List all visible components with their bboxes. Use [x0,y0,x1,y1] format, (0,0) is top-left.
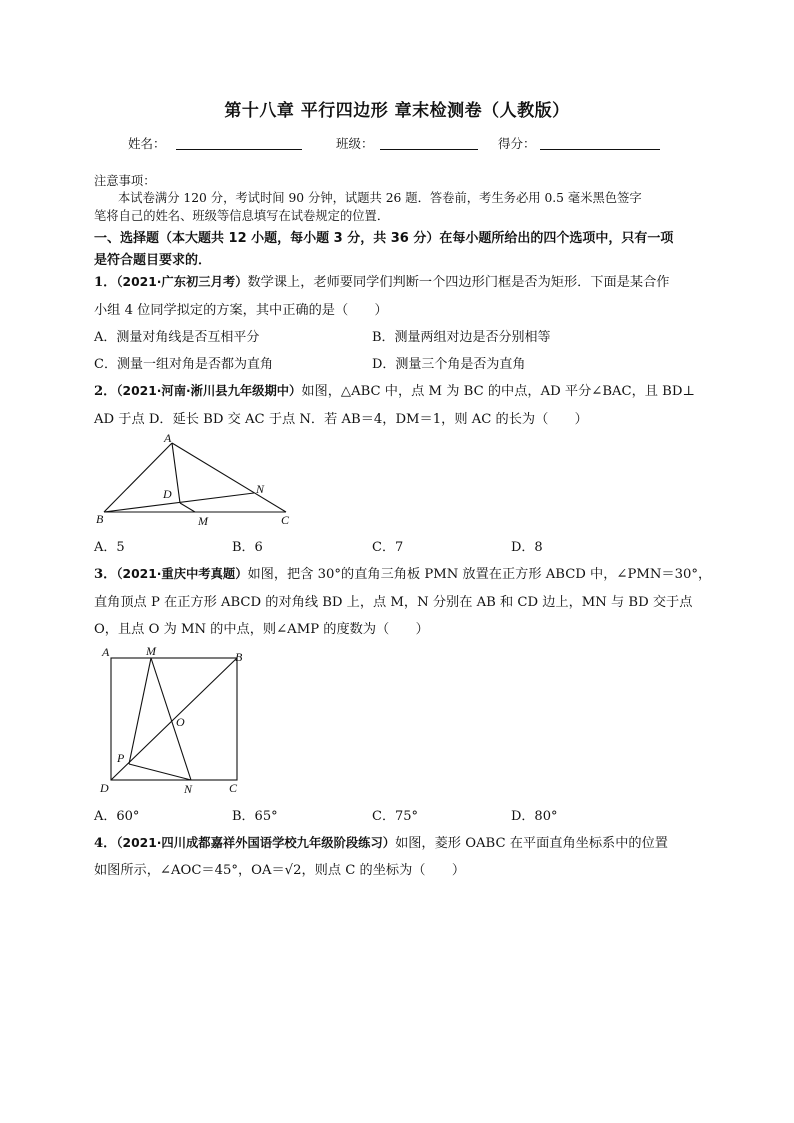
question-2-text-1: 如图，△ABC 中，点 M 为 BC 的中点，AD 平分∠BAC，且 BD⊥ [301,384,695,399]
question-3-text-2: 直角顶点 P 在正方形 ABCD 的对角线 BD 上，点 M，N 分别在 AB 和 CD 边上，MN 与 BD 交于点 [94,595,693,610]
notice-line-2: 笔将自己的姓名、班级等信息填写在试卷规定的位置． [94,209,390,223]
question-2-number: 2． [94,384,117,399]
question-2-option-c[interactable]: C．7 [372,540,404,555]
question-3-number: 3． [94,567,117,582]
notice-line-1: 本试卷满分 120 分，考试时间 90 分钟，试题共 26 题．答卷前，考生务必用 0.5 毫米黑色签字 [118,191,642,205]
label-a: A [164,431,172,445]
class-field[interactable] [380,134,478,150]
score-label: 得分： [498,136,536,151]
question-1-number: 1． [94,275,117,290]
question-3-text-3: O，且点 O 为 MN 的中点，则∠AMP 的度数为（ ） [94,622,429,637]
label-c: C [229,781,238,795]
question-2-text-2: AD 于点 D．延长 BD 交 AC 于点 N．若 AB＝4，DM＝1，则 AC 的长为（ ） [94,412,588,427]
question-3-option-d[interactable]: D．80° [511,809,558,824]
question-4-text-2: 如图所示，∠AOC＝45°，OA＝√2，则点 C 的坐标为（ ） [94,863,466,878]
label-o: O [176,715,185,729]
question-3-text-1: 如图，把含 30°的直角三角板 PMN 放置在正方形 ABCD 中，∠PMN＝30°， [247,567,712,582]
question-1-line-1 [94,271,670,290]
question-1-source: （2021·广东初三月考） [116,275,248,289]
question-4-number: 4． [94,836,117,851]
question-3-figure [96,642,256,796]
label-b: B [96,512,104,526]
question-3-option-c[interactable]: C．75° [372,809,418,824]
section-heading-line-2: 是符合题目要求的． [94,253,212,268]
question-4-source: （2021·四川成都嘉祥外国语学校九年级阶段练习） [116,836,396,850]
question-3-source: （2021·重庆中考真题） [116,567,248,581]
label-m: M [146,644,156,658]
question-4-text-1: 如图，菱形 OABC 在平面直角坐标系中的位置 [395,836,668,851]
question-3-option-b[interactable]: B．65° [232,809,278,824]
notice-heading: 注意事项： [94,174,156,188]
question-3-line-1 [94,563,711,582]
square-abcd-lines [111,658,237,780]
label-b: B [235,650,243,664]
name-field[interactable] [176,134,302,150]
question-4-line-1 [94,832,668,851]
question-1-option-b[interactable]: B．测量两组对边是否分别相等 [372,330,551,345]
label-n: N [256,482,265,496]
question-2-option-d[interactable]: D．8 [511,540,543,555]
question-1-option-a[interactable]: A．测量对角线是否互相平分 [94,330,260,345]
triangle-abc-lines [104,443,286,512]
label-d: D [100,781,109,795]
label-n: N [184,782,193,796]
question-2-line-1 [94,380,695,399]
question-2-option-b[interactable]: B．6 [232,540,263,555]
section-heading-line-1: 一、选择题（本大题共 12 小题，每小题 3 分，共 36 分）在每小题所给出的四个选项中，只有一项 [94,231,674,246]
question-1-option-c[interactable]: C．测量一组对角是否都为直角 [94,357,273,372]
label-p: P [117,751,125,765]
label-m: M [198,514,208,528]
question-1-text-1: 数学课上，老师要同学们判断一个四边形门框是否为矩形．下面是某合作 [247,275,670,290]
label-c: C [281,513,290,527]
name-label: 姓名： [128,136,166,151]
label-a: A [102,645,110,659]
page-title: 第十八章 平行四边形 章末检测卷（人教版） [224,101,570,121]
question-1-option-d[interactable]: D．测量三个角是否为直角 [372,357,526,372]
label-d: D [163,487,172,501]
score-field[interactable] [540,134,660,150]
question-1-text-2: 小组 4 位同学拟定的方案，其中正确的是（ ） [94,303,388,318]
question-2-figure [90,430,310,530]
question-3-option-a[interactable]: A．60° [94,809,140,824]
question-2-source: （2021·河南·淅川县九年级期中） [116,384,302,398]
class-label: 班级： [336,136,374,151]
question-2-option-a[interactable]: A．5 [94,540,125,555]
